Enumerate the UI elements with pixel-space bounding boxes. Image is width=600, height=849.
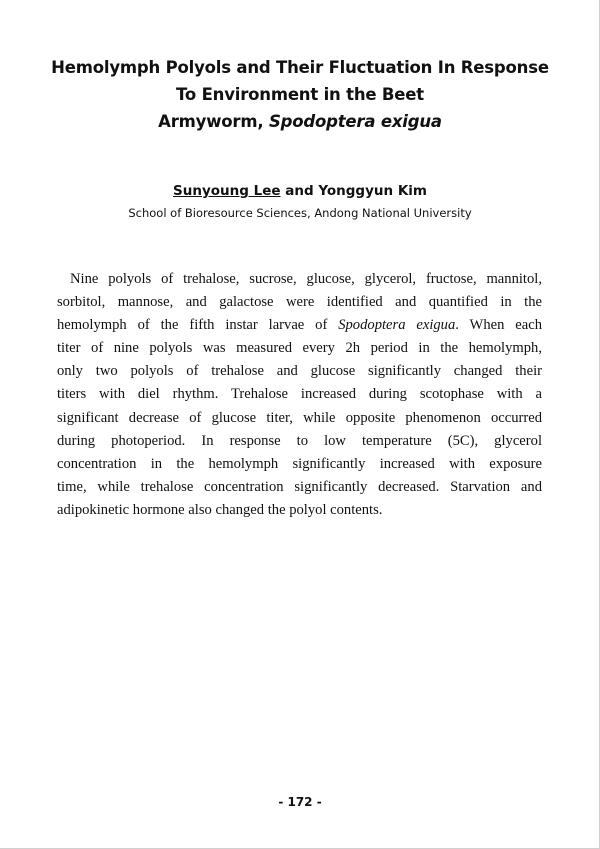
title-species-name: Spodoptera exigua (268, 112, 442, 131)
abstract-line-1: Nine polyols of trehalose, sucrose, glucose, glycerol, fructose, mannitol, (70, 271, 542, 287)
title-line-2: To Environment in the Beet (176, 85, 424, 104)
abstract-body (57, 268, 542, 522)
abstract-line-9: concentration in the hemolymph significantly increased with exposure (57, 455, 542, 472)
abstract-line-6: titers with diel rhythm. Trehalose increased during scotophase with a (57, 386, 542, 403)
abstract-line-3-after: . When each (455, 317, 542, 334)
author-first: Sunyoung Lee (173, 183, 281, 199)
page-number: - 172 - (278, 795, 322, 809)
abstract-line-2: sorbitol, mannose, and galactose were identified and quantified in the (57, 294, 542, 311)
abstract-line-10: time, while trehalose concentration significantly decreased. Starvation and (57, 478, 542, 495)
paper-title (40, 54, 560, 135)
abstract-line-8: during photoperiod. In response to low temperature (5C), glycerol (57, 432, 542, 449)
abstract-line-3-before: hemolymph of the fifth instar larvae of (57, 317, 339, 334)
title-line-1: Hemolymph Polyols and Their Fluctuation In Response (51, 58, 549, 77)
abstract-species-name: Spodoptera exigua (338, 317, 456, 334)
abstract-line-7: significant decrease of glucose titer, while opposite phenomenon occurred (57, 409, 542, 426)
author-second: Yonggyun Kim (318, 183, 427, 199)
abstract-line-11: adipokinetic hormone also changed the polyol contents. (57, 501, 383, 518)
abstract-line-5: only two polyols of trehalose and glucose significantly changed their (57, 363, 542, 380)
author-list (0, 182, 600, 200)
title-line-3-prefix: Armyworm, (158, 112, 269, 131)
title-line-3 (40, 108, 560, 135)
abstract-line-4: titer of nine polyols was measured every 2h period in the hemolymph, (57, 340, 542, 357)
author-joiner: and (280, 183, 319, 199)
abstract-line-3 (57, 314, 542, 337)
author-affiliation: School of Bioresource Sciences, Andong National University (128, 206, 472, 220)
